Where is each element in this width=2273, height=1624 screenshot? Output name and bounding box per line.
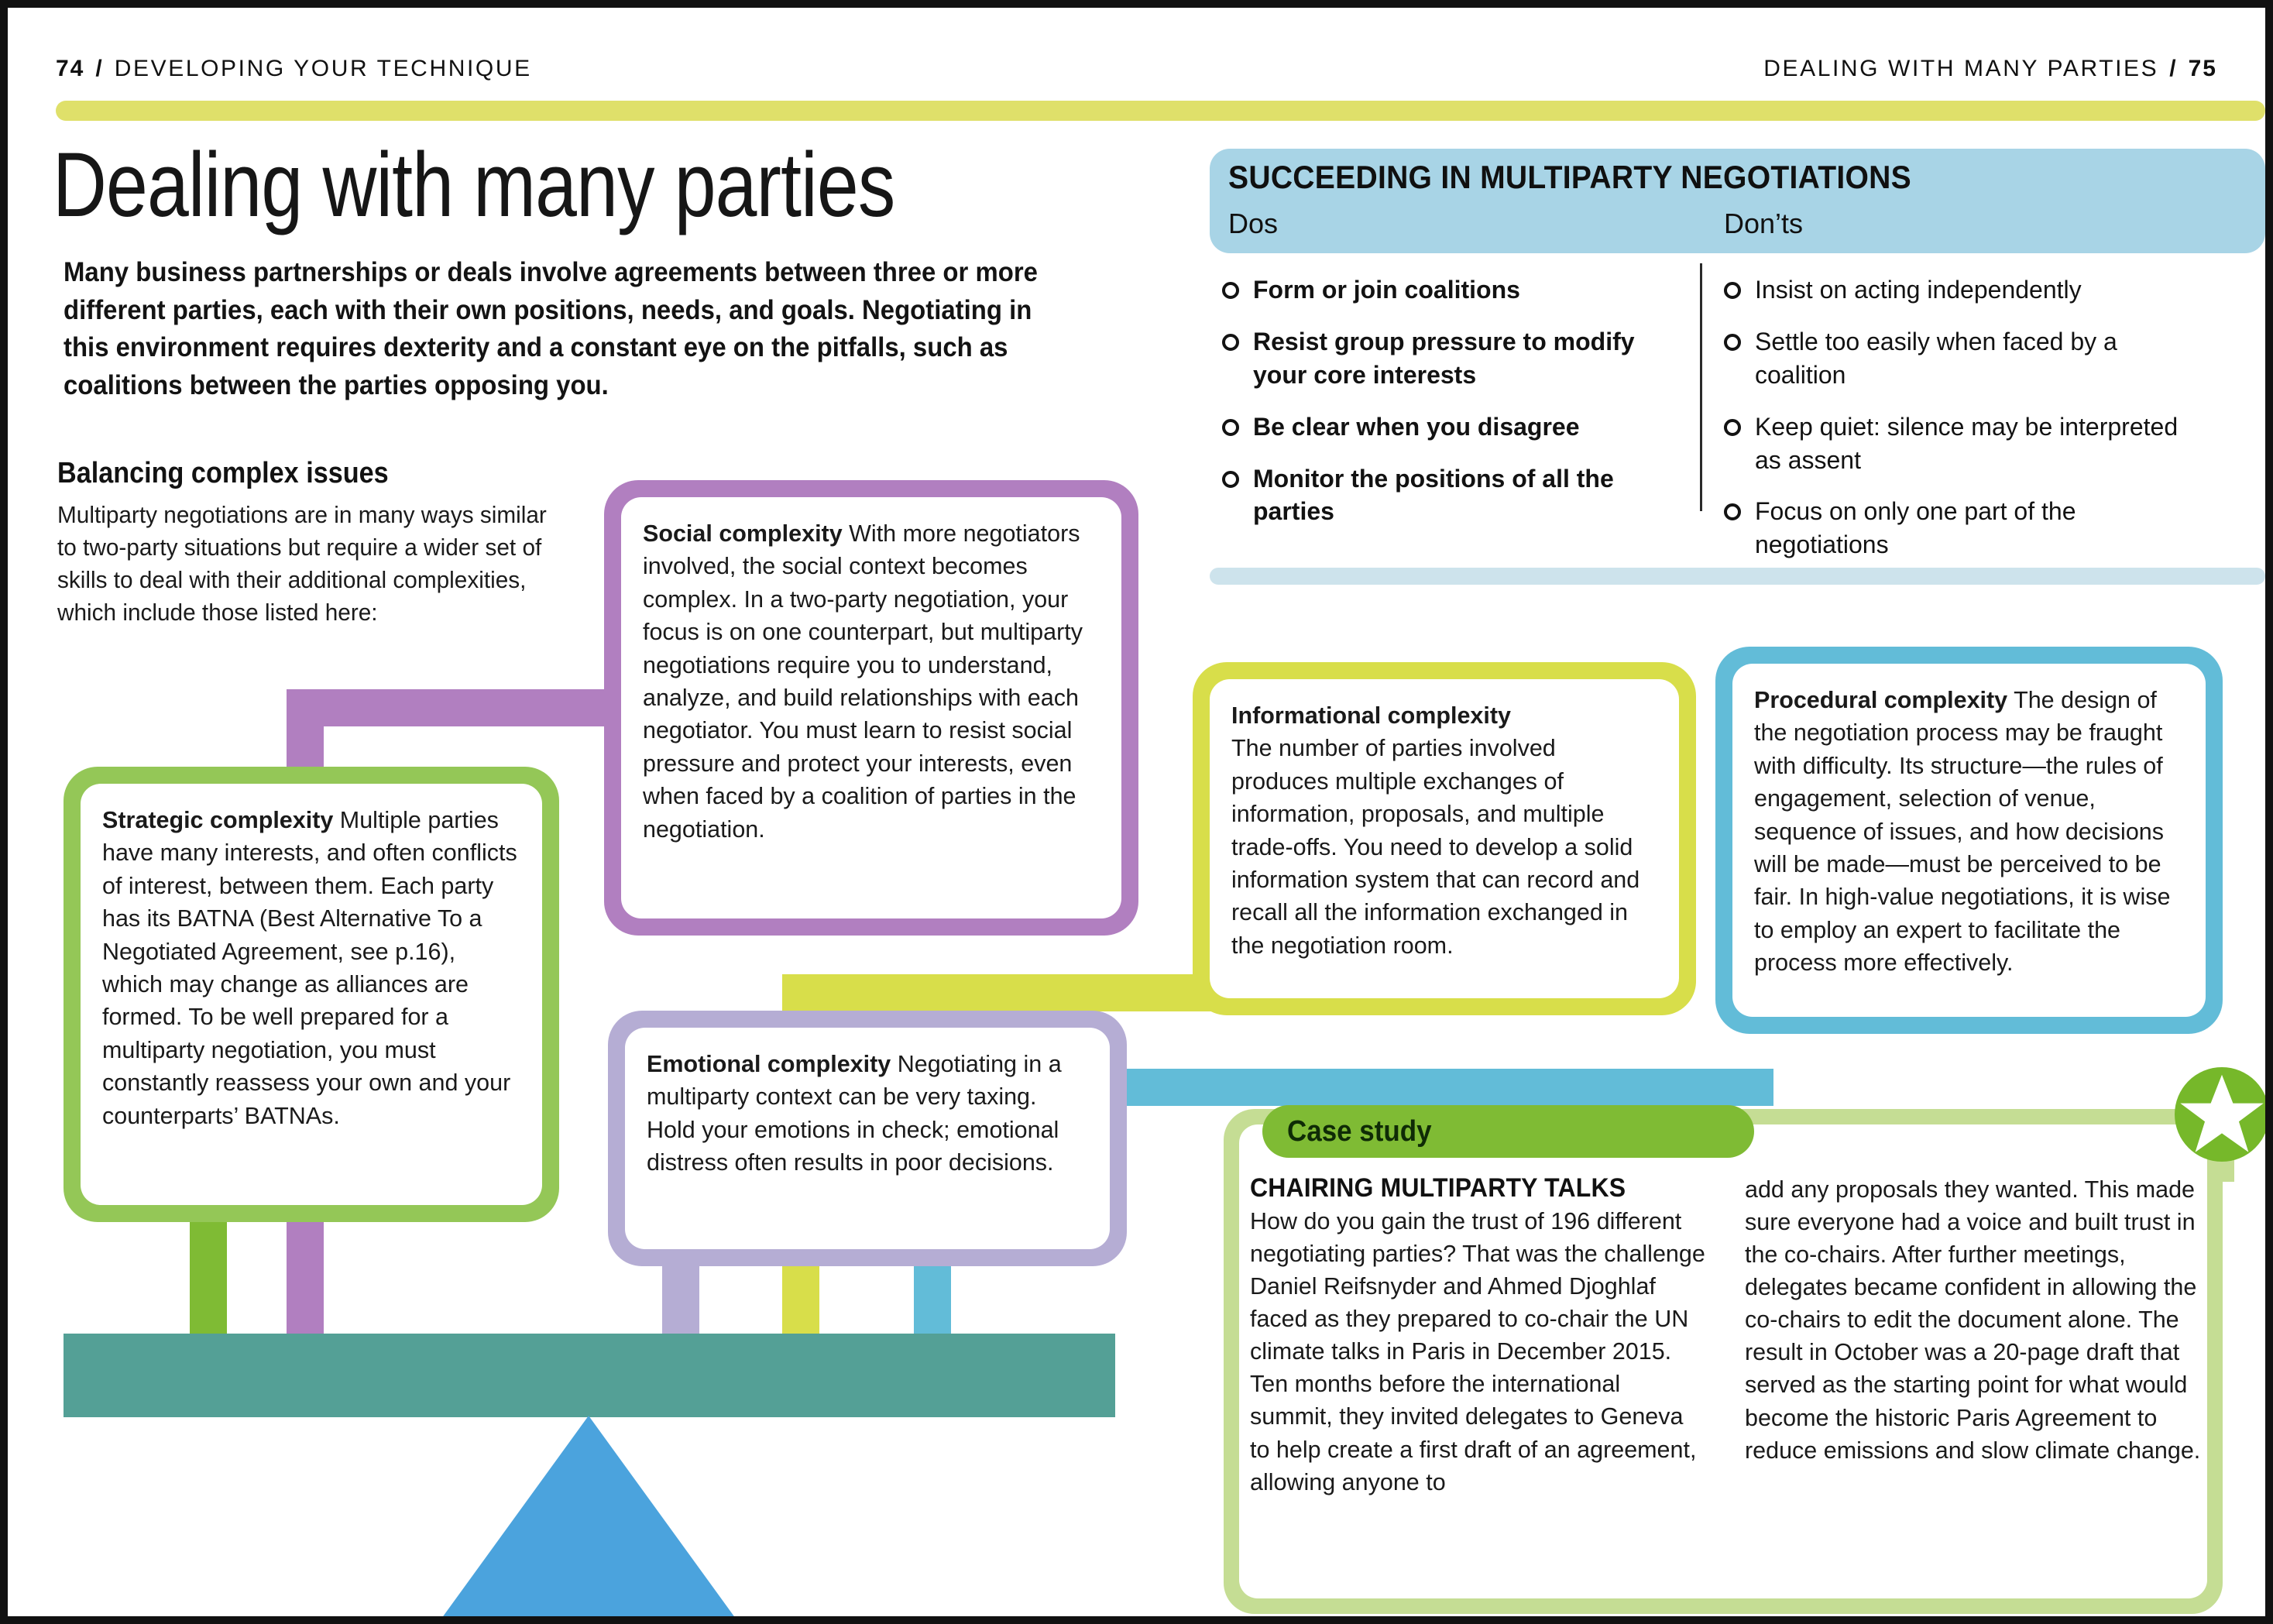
card-social-term: Social complexity	[643, 520, 843, 547]
donts-item-text: Focus on only one part of the negotiations	[1755, 497, 2076, 559]
circle-bullet-icon	[1222, 471, 1239, 488]
connector-pipe-procedural	[1154, 1069, 1773, 1106]
list-item	[1724, 495, 2196, 561]
page-title: Dealing with many parties	[53, 134, 895, 236]
case-study-heading: CHAIRING MULTIPARTY TALKS	[1250, 1173, 1626, 1203]
list-item	[1222, 325, 1679, 392]
list-item	[1724, 273, 2196, 307]
case-study-tab-label: Case study	[1287, 1115, 1432, 1148]
running-head-left	[56, 56, 532, 82]
card-strategic-text: Multiple parties have many interests, and often conflicts of interest, between them. Each party has its BATNA (Best Alternative To a Negotiated Agreement, see p.16), which may change as alliances are formed. To be well prepared for a multiparty negotiation, you must constantly reassess your own and your counterparts’ BATNAs.	[102, 807, 517, 1129]
runhead-separator-right: /	[2169, 56, 2178, 81]
card-strategic-term: Strategic complexity	[102, 807, 334, 833]
succeeding-underbar	[1210, 568, 2265, 585]
star-badge-icon	[2175, 1067, 2265, 1162]
case-study-text-1: How do you gain the trust of 196 different negotiating parties? That was the challenge Daniel Reifsnyder and Ahmed Djoghlaf faced as they prepared to co-chair the UN climate talks in Paris in December 2015. Ten months before the international summit, they invited delegates to Geneva to help create a first draft of an agreement, allowing anyone to	[1250, 1208, 1705, 1495]
dos-donts-divider	[1700, 263, 1702, 511]
connector-pipe-social	[287, 689, 620, 726]
circle-bullet-icon	[1222, 334, 1239, 351]
case-study-column-right	[1745, 1173, 2204, 1499]
card-informational-term: Informational complexity	[1231, 702, 1511, 729]
case-study-column-left	[1250, 1173, 1709, 1499]
circle-bullet-icon	[1724, 282, 1741, 299]
circle-bullet-icon	[1724, 419, 1741, 436]
seesaw-fulcrum-triangle	[441, 1416, 736, 1616]
book-spread	[8, 8, 2265, 1616]
section-title-right: DEALING WITH MANY PARTIES	[1763, 56, 2159, 81]
card-strategic-complexity	[64, 767, 559, 1222]
card-procedural-term: Procedural complexity	[1754, 687, 2008, 713]
case-study-tab	[1262, 1105, 1754, 1158]
connector-pipe-informational	[782, 974, 1216, 1011]
header-rule	[56, 101, 2265, 121]
dos-column-header: Dos	[1228, 208, 1279, 239]
circle-bullet-icon	[1222, 419, 1239, 436]
dos-item-text: Resist group pressure to modify your core interests	[1253, 327, 1635, 389]
page-number-left: 74	[56, 56, 85, 81]
dos-item-text: Be clear when you disagree	[1253, 412, 1580, 441]
card-informational-complexity	[1193, 662, 1696, 1015]
donts-column-header: Don’ts	[1724, 208, 1804, 239]
section-title-left: DEVELOPING YOUR TECHNIQUE	[114, 56, 532, 81]
list-item	[1724, 410, 2196, 477]
list-item	[1222, 410, 1679, 444]
card-emotional-text: Negotiating in a multiparty context can be very taxing. Hold your emotions in check; emotional distress often results in poor decisions.	[647, 1051, 1062, 1176]
intro-paragraph: Many business partnerships or deals involve agreements between three or more different parties, each with their own positions, needs, and goals. Negotiating in this environment requires dexterity and a constant eye on the pitfalls, such as coalitions between the parties opposing you.	[64, 257, 1038, 400]
donts-item-text: Insist on acting independently	[1755, 276, 2082, 304]
card-emotional-term: Emotional complexity	[647, 1051, 891, 1077]
case-study-text-2: add any proposals they wanted. This made sure everyone had a voice and built trust in the co-chairs. After further meetings, delegates became confident in allowing the co-chairs to edit the document alone. The result in October was a 20-page draft that served as the starting point for what would become the historic Paris Agreement to reduce emissions and slow climate change.	[1745, 1176, 2201, 1464]
dos-item-text: Monitor the positions of all the parties	[1253, 464, 1614, 526]
card-informational-text: The number of parties involved produces multiple exchanges of information, proposals, and multiple trade-offs. You need to develop a solid information system that can record and recall all the information exchanged in the negotiation room.	[1231, 735, 1640, 959]
circle-bullet-icon	[1222, 282, 1239, 299]
balancing-heading: Balancing complex issues	[57, 457, 389, 489]
list-item	[1222, 462, 1679, 529]
dos-list	[1222, 273, 1679, 547]
running-head-right	[1763, 56, 2217, 82]
balancing-body: Multiparty negotiations are in many ways similar to two-party situations but require a wider set of skills to deal with their additional complexities, which include those listed here:	[57, 501, 547, 627]
card-social-text: With more negotiators involved, the social context becomes complex. In a two-party negotiation, your focus is on one counterpart, but multiparty negotiations require you to understand, analyze, and build relationships with each negotiator. You must learn to resist social pressure and protect your interests, even when faced by a coalition of parties in the negotiation.	[643, 520, 1083, 843]
circle-bullet-icon	[1724, 334, 1741, 351]
donts-item-text: Keep quiet: silence may be interpreted as assent	[1755, 412, 2179, 474]
page-number-right: 75	[2188, 56, 2217, 81]
seesaw-beam	[64, 1334, 1115, 1417]
dos-item-text: Form or join coalitions	[1253, 276, 1520, 304]
donts-list	[1724, 273, 2196, 580]
card-procedural-complexity	[1715, 647, 2223, 1034]
card-emotional-complexity	[608, 1011, 1127, 1266]
donts-item-text: Settle too easily when faced by a coalition	[1755, 327, 2117, 389]
card-social-complexity	[604, 480, 1138, 936]
succeeding-title: SUCCEEDING IN MULTIPARTY NEGOTIATIONS	[1228, 159, 1911, 195]
case-study-columns	[1250, 1173, 2204, 1499]
list-item	[1222, 273, 1679, 307]
card-procedural-text: The design of the negotiation process may be fraught with difficulty. Its structure—the rules of engagement, selection of venue, sequence of issues, and how decisions will be made—must be perceived to be fair. In high-value negotiations, it is wise to employ an expert to facilitate the process more effectively.	[1754, 687, 2171, 977]
runhead-separator-left: /	[95, 56, 104, 81]
list-item	[1724, 325, 2196, 392]
circle-bullet-icon	[1724, 503, 1741, 520]
